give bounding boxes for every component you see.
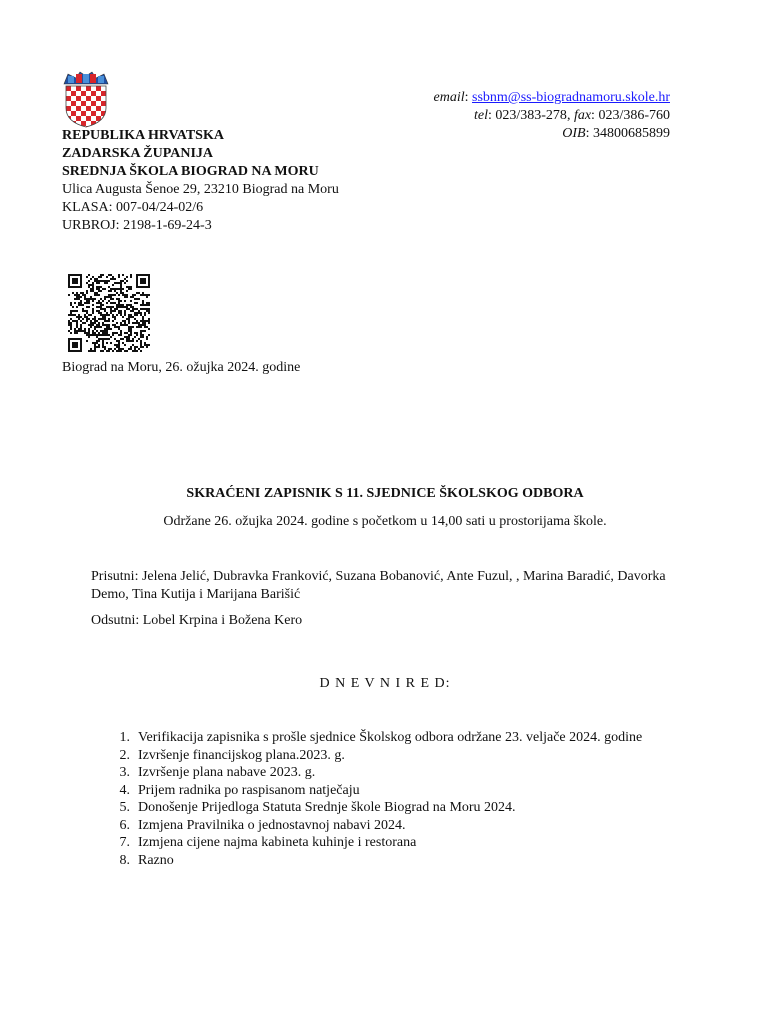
attendees-absent: Odsutni: Lobel Krpina i Božena Kero xyxy=(91,613,303,628)
agenda-item-number: 8. xyxy=(119,852,130,868)
header-school: SREDNJA ŠKOLA BIOGRAD NA MORU xyxy=(62,164,319,179)
header-urbroj: URBROJ: 2198-1-69-24-3 xyxy=(62,218,212,233)
header-country: REPUBLIKA HRVATSKA xyxy=(62,128,224,143)
tel-fax-line: tel: 023/383-278, fax: 023/386-760 xyxy=(473,108,670,123)
agenda-item-number: 7. xyxy=(119,835,130,850)
agenda-item-number: 4. xyxy=(119,782,130,798)
document-title: SKRAĆENI ZAPISNIK S 11. SJEDNICE ŠKOLSKOG ODBORA xyxy=(186,486,584,501)
attendees-present: Prisutni: Jelena Jelić, Dubravka Franković, Suzana Bobanović, Ante Fuzul, , Marina Baradić, Davorka Demo, Tina Kutija i Marijana Barišić xyxy=(91,569,666,602)
oib-label: OIB xyxy=(562,126,586,141)
agenda-item-text: Donošenje Prijedloga Statuta Srednje škole Biograd na Moru 2024. xyxy=(138,800,516,815)
agenda-item-text: Izvršenje plana nabave 2023. g. xyxy=(138,765,316,780)
header-address: Ulica Augusta Šenoe 29, 23210 Biograd na Moru xyxy=(62,182,339,197)
fax-value: 023/386-760 xyxy=(598,108,670,123)
document-date: Biograd na Moru, 26. ožujka 2024. godine xyxy=(62,360,301,375)
agenda-item-number: 2. xyxy=(119,747,130,763)
agenda-heading: D N E V N I R E D: xyxy=(319,676,451,691)
header-klasa: KLASA: 007-04/24-02/6 xyxy=(62,200,204,215)
agenda-item-text: Verifikacija zapisnika s prošle sjednice Školskog odbora održane 23. veljače 2024. godine xyxy=(138,730,643,745)
email-link[interactable]: ssbnm@ss-biogradnamoru.skole.hr xyxy=(472,90,670,105)
agenda-item-text: Prijem radnika po raspisanom natječaju xyxy=(138,782,360,798)
agenda-item-number: 5. xyxy=(119,800,130,815)
agenda-item xyxy=(110,817,670,835)
school-header xyxy=(62,127,342,235)
tel-label: tel xyxy=(473,108,488,123)
tel-value: 023/383-278 xyxy=(495,108,567,123)
agenda-item-number: 6. xyxy=(119,817,130,833)
document-subtitle: Održane 26. ožujka 2024. godine s početkom u 14,00 sati u prostorijama škole. xyxy=(163,514,607,529)
agenda-item-number: 3. xyxy=(119,765,130,780)
agenda-item xyxy=(110,852,670,870)
agenda-item-text: Izmjena Pravilnika o jednostavnoj nabavi 2024. xyxy=(138,817,406,833)
agenda-item-text: Izvršenje financijskog plana.2023. g. xyxy=(138,747,345,763)
agenda-item xyxy=(110,834,670,852)
agenda-item xyxy=(110,729,670,747)
agenda-list xyxy=(110,729,670,869)
oib-value: 34800685899 xyxy=(593,126,670,141)
agenda-item-text: Razno xyxy=(138,852,174,868)
agenda-item-number: 1. xyxy=(119,730,130,745)
contact-block xyxy=(340,89,670,143)
agenda-item xyxy=(110,799,670,817)
agenda-item xyxy=(110,764,670,782)
qr-code-icon xyxy=(68,274,150,352)
email-label: email xyxy=(433,90,465,105)
agenda-item xyxy=(110,747,670,765)
oib-line: OIB: 34800685899 xyxy=(562,126,670,141)
agenda-item xyxy=(110,782,670,800)
email-line: email: ssbnm@ss-biogradnamoru.skole.hr xyxy=(433,90,670,105)
croatian-coat-of-arms-icon xyxy=(62,70,110,128)
agenda-item-text: Izmjena cijene najma kabineta kuhinje i restorana xyxy=(138,835,417,850)
header-county: ZADARSKA ŽUPANIJA xyxy=(62,146,214,161)
fax-label: fax xyxy=(573,108,592,123)
